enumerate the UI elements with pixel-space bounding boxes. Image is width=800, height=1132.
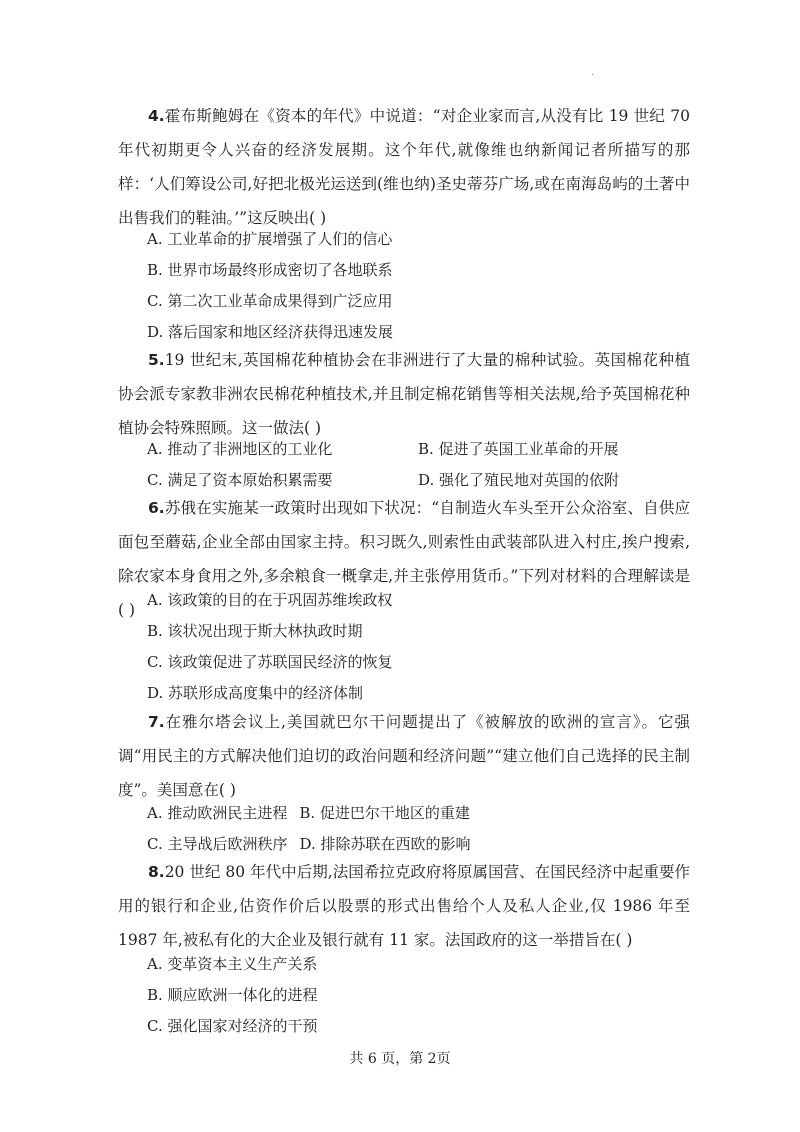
- question-4-number: 4.: [148, 107, 165, 125]
- question-7-option-c: C. 主导战后欧洲秩序: [147, 835, 288, 853]
- question-8-number: 8.: [148, 863, 165, 881]
- question-7-number: 7.: [148, 713, 165, 731]
- question-4-stem: [118, 99, 690, 235]
- question-8-option-b: B. 顺应欧洲一体化的进程: [147, 986, 318, 1004]
- question-7-stem: [118, 705, 690, 807]
- question-7-options-row-2: [147, 834, 471, 854]
- question-5-option-c: C. 满足了资本原始积累需要: [147, 471, 333, 489]
- question-4-option-a: A. 工业革命的扩展增强了人们的信心: [147, 230, 393, 248]
- question-8-text: 20 世纪 80 年代中后期,法国希拉克政府将原属国营、在国民经济中起重要作用的银行和企业,估资作价后以股票的形式出售给个人及私人企业,仅 1986 年至 1987 年,被私有化的大企业及银行就有 11 家。法国政府的这一举措旨在( ): [118, 863, 690, 949]
- question-4-option-b: B. 世界市场最终形成密切了各地联系: [147, 261, 393, 279]
- question-7-option-b: B. 促进巴尔干地区的重建: [299, 804, 470, 822]
- question-7-option-d: D. 排除苏联在西欧的影响: [299, 835, 471, 853]
- question-5-number: 5.: [148, 351, 165, 369]
- question-5-stem: [118, 343, 690, 445]
- question-5-option-b: B. 促进了英国工业革命的开展: [418, 440, 619, 458]
- question-6-option-a: A. 该政策的目的在于巩固苏维埃政权: [147, 591, 393, 609]
- question-4-option-c: C. 第二次工业革命成果得到广泛应用: [147, 292, 393, 310]
- question-5-text: 19 世纪末,英国棉花种植协会在非洲进行了大量的棉种试验。英国棉花种植协会派专家教非洲农民棉花种植技术,并且制定棉花销售等相关法规,给予英国棉花种植协会特殊照顾。这一做法( ): [118, 351, 690, 437]
- question-5-option-d: D. 强化了殖民地对英国的依附: [418, 471, 620, 489]
- page-footer: 共 6 页，第 2页: [349, 1051, 451, 1067]
- question-8-stem: [118, 855, 690, 957]
- question-6-text: 苏俄在实施某一政策时出现如下状况：“自制造火车头至开公众浴室、自供应面包至蘑菇,企业全部由国家主持。积习既久,则索性由武装部队进入村庄,挨户搜索,除农家本身食用之外,多余粮食一概拿走,并主张停用货币。”下列对材料的合理解读是( ): [118, 499, 690, 619]
- question-4-text: 霍布斯鲍姆在《资本的年代》中说道：“对企业家而言,从没有比 19 世纪 70 年代初期更令人兴奋的经济发展期。这个年代,就像维也纳新闻记者所描写的那样：‘人们筹设公司,好把北极光运送到(维也纳)圣史蒂芬广场,或在南海岛屿的土著中出售我们的鞋油。’”这反映出( ): [118, 107, 690, 227]
- question-4-option-d: D. 落后国家和地区经济获得迅速发展: [147, 323, 394, 341]
- question-7-text: 在雅尔塔会议上,美国就巴尔干问题提出了《被解放的欧洲的宣言》。它强调“用民主的方式解决他们迫切的政治问题和经济问题”“建立他们自己选择的民主制度”。美国意在( ): [118, 713, 690, 799]
- question-5-option-a: A. 推动了非洲地区的工业化: [147, 440, 333, 458]
- question-6-number: 6.: [148, 499, 165, 517]
- question-7-options-row-1: [147, 803, 470, 823]
- question-8-option-c: C. 强化国家对经济的干预: [147, 1017, 318, 1035]
- question-6-option-d: D. 苏联形成高度集中的经济体制: [147, 684, 364, 702]
- question-8-option-a: A. 变革资本主义生产关系: [147, 955, 318, 973]
- question-7-option-a: A. 推动欧洲民主进程: [147, 804, 288, 822]
- question-6-option-c: C. 该政策促进了苏联国民经济的恢复: [147, 653, 393, 671]
- question-6-option-b: B. 该状况出现于斯大林执政时期: [147, 622, 363, 640]
- corner-mark: ·: [591, 70, 595, 81]
